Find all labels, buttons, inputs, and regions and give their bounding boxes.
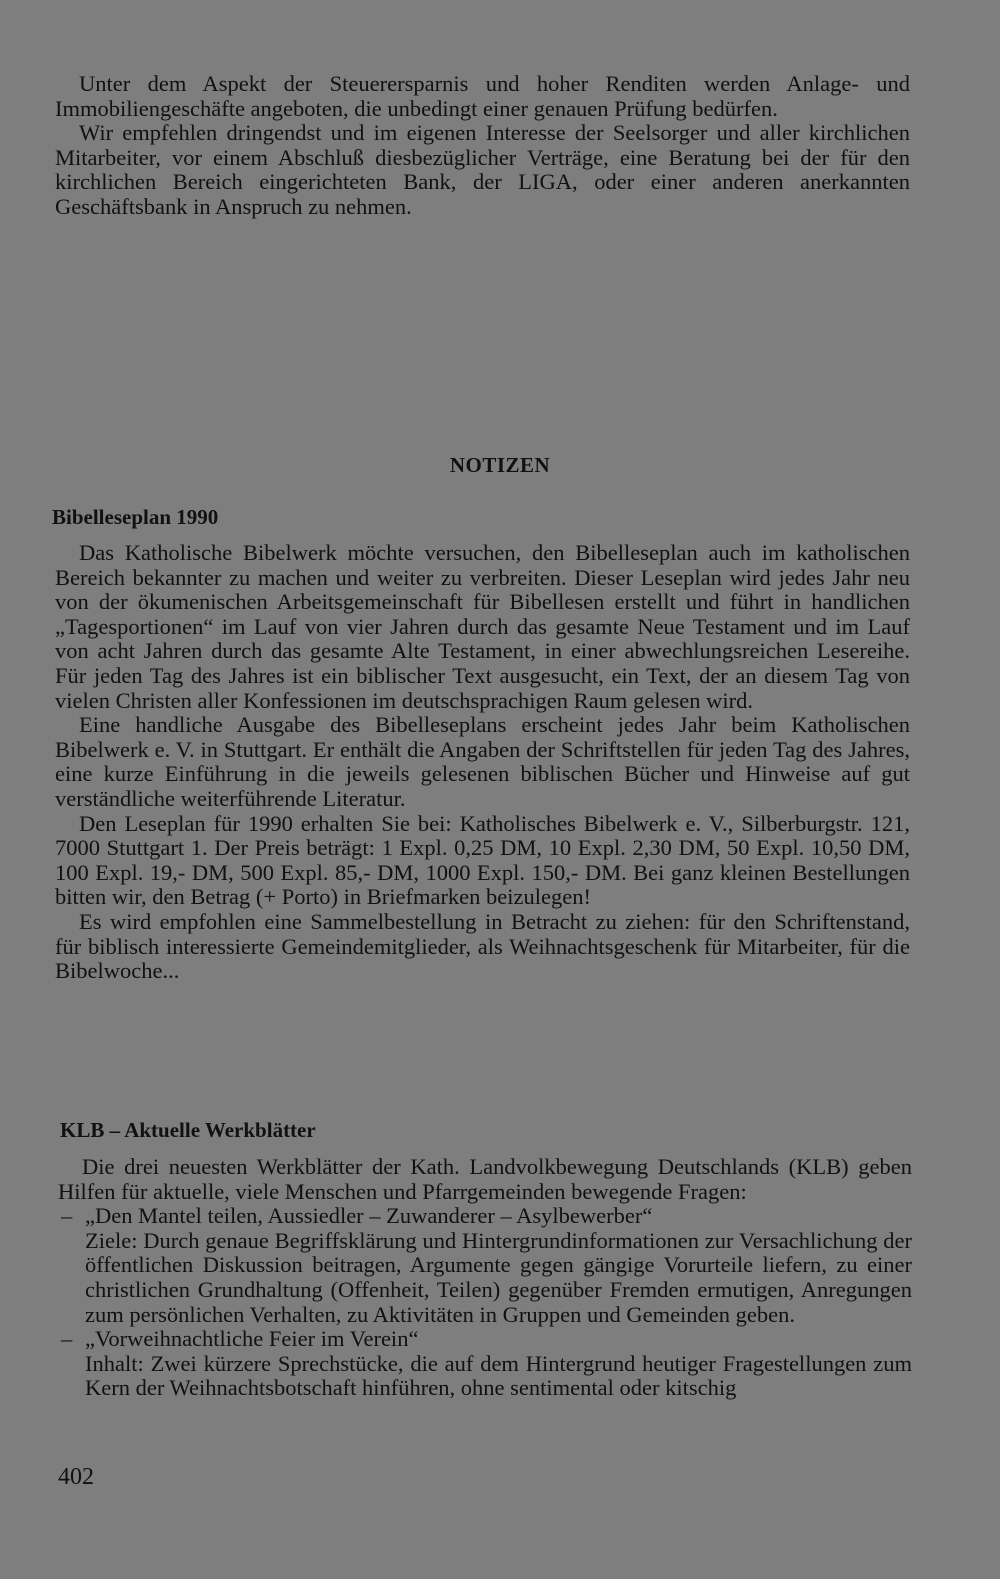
klb-list-item xyxy=(58,1327,912,1401)
bibelleseplan-heading: Bibelleseplan 1990 xyxy=(52,505,219,529)
intro-paragraph-2: Wir empfehlen dringendst und im eigenen Interesse der Seelsorger und aller kirchlichen Mitarbeiter, vor einem Abschluß diesbezüglicher Verträge, eine Beratung bei der für den kirchlichen Bereich eingerichteten Bank, der LIGA, oder einer anderen anerkannten Geschäftsbank in Anspruch zu nehmen. xyxy=(55,120,910,219)
klb-item-title: „Vorweihnachtliche Feier im Verein“ xyxy=(85,1326,419,1352)
klb-list-item xyxy=(58,1204,912,1327)
klb-item-title: „Den Mantel teilen, Aussiedler – Zuwanderer – Asylbewerber“ xyxy=(85,1203,653,1229)
section-title-notizen: NOTIZEN xyxy=(449,453,551,477)
intro-paragraph-1: Unter dem Aspekt der Steuerersparnis und hoher Renditen werden Anlage- und Immobiliengeschäfte angeboten, die unbedingt einer genauen Prüfung bedürfen. xyxy=(55,71,910,121)
klb-item-body: Ziele: Durch genaue Begriffsklärung und Hintergrundinformationen zur Versachlichung der öffentlichen Diskussion beitragen, Argumente gegen gängige Vorurteile liefern, zu einer christlichen Grundhaltung (Offenheit, Teilen) gegenüber Fremden ermutigen, Anregungen zum persönlichen Verhalten, zu Aktivitäten in Gruppen und Gemeinden geben. xyxy=(85,1227,912,1327)
klb-item-list xyxy=(58,1204,912,1401)
bibelleseplan-paragraph-3: Den Leseplan für 1990 erhalten Sie bei: Katholisches Bibelwerk e. V., Silberburgstr. 121, 7000 Stuttgart 1. Der Preis beträgt: 1 Expl. 0,25 DM, 10 Expl. 2,30 DM, 50 Expl. 10,50 DM, 100 Expl. 19,- DM, 500 Expl. 85,- DM, 1000 Expl. 150,- DM. Bei ganz kleinen Bestellungen bitten wir, den Betrag (+ Porto) in Briefmarken beizulegen! xyxy=(55,810,910,910)
klb-item-body: Inhalt: Zwei kürzere Sprechstücke, die auf dem Hintergrund heutiger Fragestellungen zum Kern der Weihnachtsbotschaft hinführen, ohne sentimental oder kitschig xyxy=(85,1350,912,1401)
klb-intro: Die drei neuesten Werkblätter der Kath. Landvolkbewegung Deutschlands (KLB) geben Hilfen für aktuelle, viele Menschen und Pfarrgemeinden bewegende Fragen: xyxy=(58,1154,912,1204)
bibelleseplan-paragraph-2: Eine handliche Ausgabe des Bibelleseplans erscheint jedes Jahr beim Katholischen Bibelwerk e. V. in Stuttgart. Er enthält die Angaben der Schriftstellen für jeden Tag des Jahres, eine kurze Einführung in die jeweils gelesenen biblischen Bücher und Hinweise auf gut verständliche weiterführende Literatur. xyxy=(55,712,910,811)
page-number: 402 xyxy=(58,1464,94,1490)
klb-section xyxy=(58,1155,912,1401)
klb-heading: KLB – Aktuelle Werkblätter xyxy=(60,1118,316,1142)
bibelleseplan-paragraph-4: Es wird empfohlen eine Sammelbestellung in Betracht zu ziehen: für den Schriftenstand, für biblisch interessierte Gemeindemitglieder, als Weihnachtsgeschenk für Mitarbeiter, für die Bibelwoche... xyxy=(55,908,910,984)
list-dash: – xyxy=(61,1203,73,1229)
list-dash: – xyxy=(61,1326,73,1352)
intro-section xyxy=(55,72,910,220)
bibelleseplan-section xyxy=(55,541,910,984)
bibelleseplan-paragraph-1: Das Katholische Bibelwerk möchte versuchen, den Bibelleseplan auch im katholischen Bereich bekannter zu machen und weiter zu verbreiten. Dieser Leseplan wird jedes Jahr neu von der ökumenischen Arbeitsgemeinschaft für Bibellesen erstellt und führt in handlichen „Tagesportionen“ im Lauf von vier Jahren durch das gesamte Neue Testament und im Lauf von acht Jahren durch das gesamte Alte Testament, in einer abwechlungsreichen Lesereihe. Für jeden Tag des Jahres ist ein biblischer Text ausgesucht, ein Text, der an diesem Tag von vielen Christen aller Konfessionen im deutschsprachigen Raum gelesen wird. xyxy=(55,540,910,713)
